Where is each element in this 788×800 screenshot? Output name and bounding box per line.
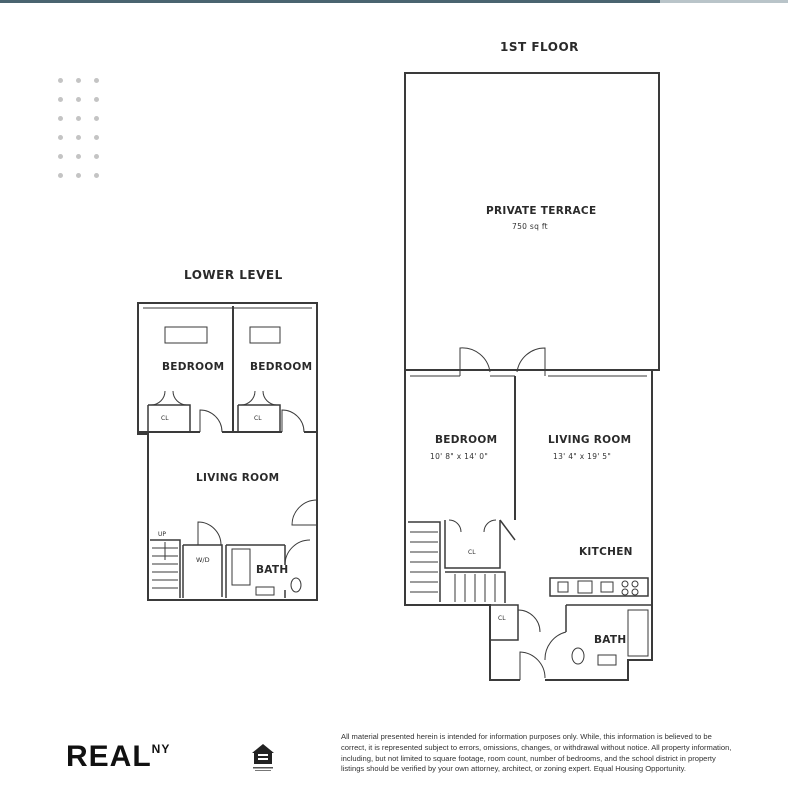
first-floor-title: 1ST FLOOR — [500, 40, 579, 54]
lower-level-title: LOWER LEVEL — [184, 268, 283, 282]
first-living-room-label: LIVING ROOM — [548, 434, 632, 446]
kitchen-label: KITCHEN — [579, 546, 633, 558]
terrace-label: PRIVATE TERRACE — [486, 205, 597, 217]
lower-living-room-label: LIVING ROOM — [196, 472, 280, 484]
first-hall-closet-label: CL — [498, 615, 506, 622]
first-bath-label: BATH — [594, 634, 627, 646]
lower-bedroom-right-label: BEDROOM — [250, 361, 313, 373]
realny-logo: $REAL^{NY}$ — [66, 740, 171, 773]
first-bedroom-label: BEDROOM — [435, 434, 498, 446]
lower-bedroom-left-label: BEDROOM — [162, 361, 225, 373]
lower-wd-label: W/D — [196, 556, 210, 564]
equal-housing-icon — [250, 742, 276, 772]
lower-closet-left-label: CL — [161, 415, 169, 422]
first-living-dim: 13' 4" x 19' 5" — [553, 452, 612, 461]
legal-disclaimer: All material presented herein is intended for information purposes only. While, this information is believed to be correct, it is represented subject to errors, omissions, changes, or withdrawal without notice. All property information, including, but not limited to square footage, room count, number of bedrooms, and the school district in property listings should be verified by your own attorney, architect, or zoning expert. Equal Housing Opportunity. — [341, 732, 732, 774]
first-closet-label: CL — [468, 549, 476, 556]
first-bedroom-dim: 10' 8" x 14' 0" — [430, 452, 489, 461]
terrace-size-label: 750 sq ft — [512, 222, 548, 231]
lower-closet-right-label: CL — [254, 415, 262, 422]
lower-bath-label: BATH — [256, 564, 289, 576]
lower-stairs-up-label: UP — [158, 531, 167, 538]
